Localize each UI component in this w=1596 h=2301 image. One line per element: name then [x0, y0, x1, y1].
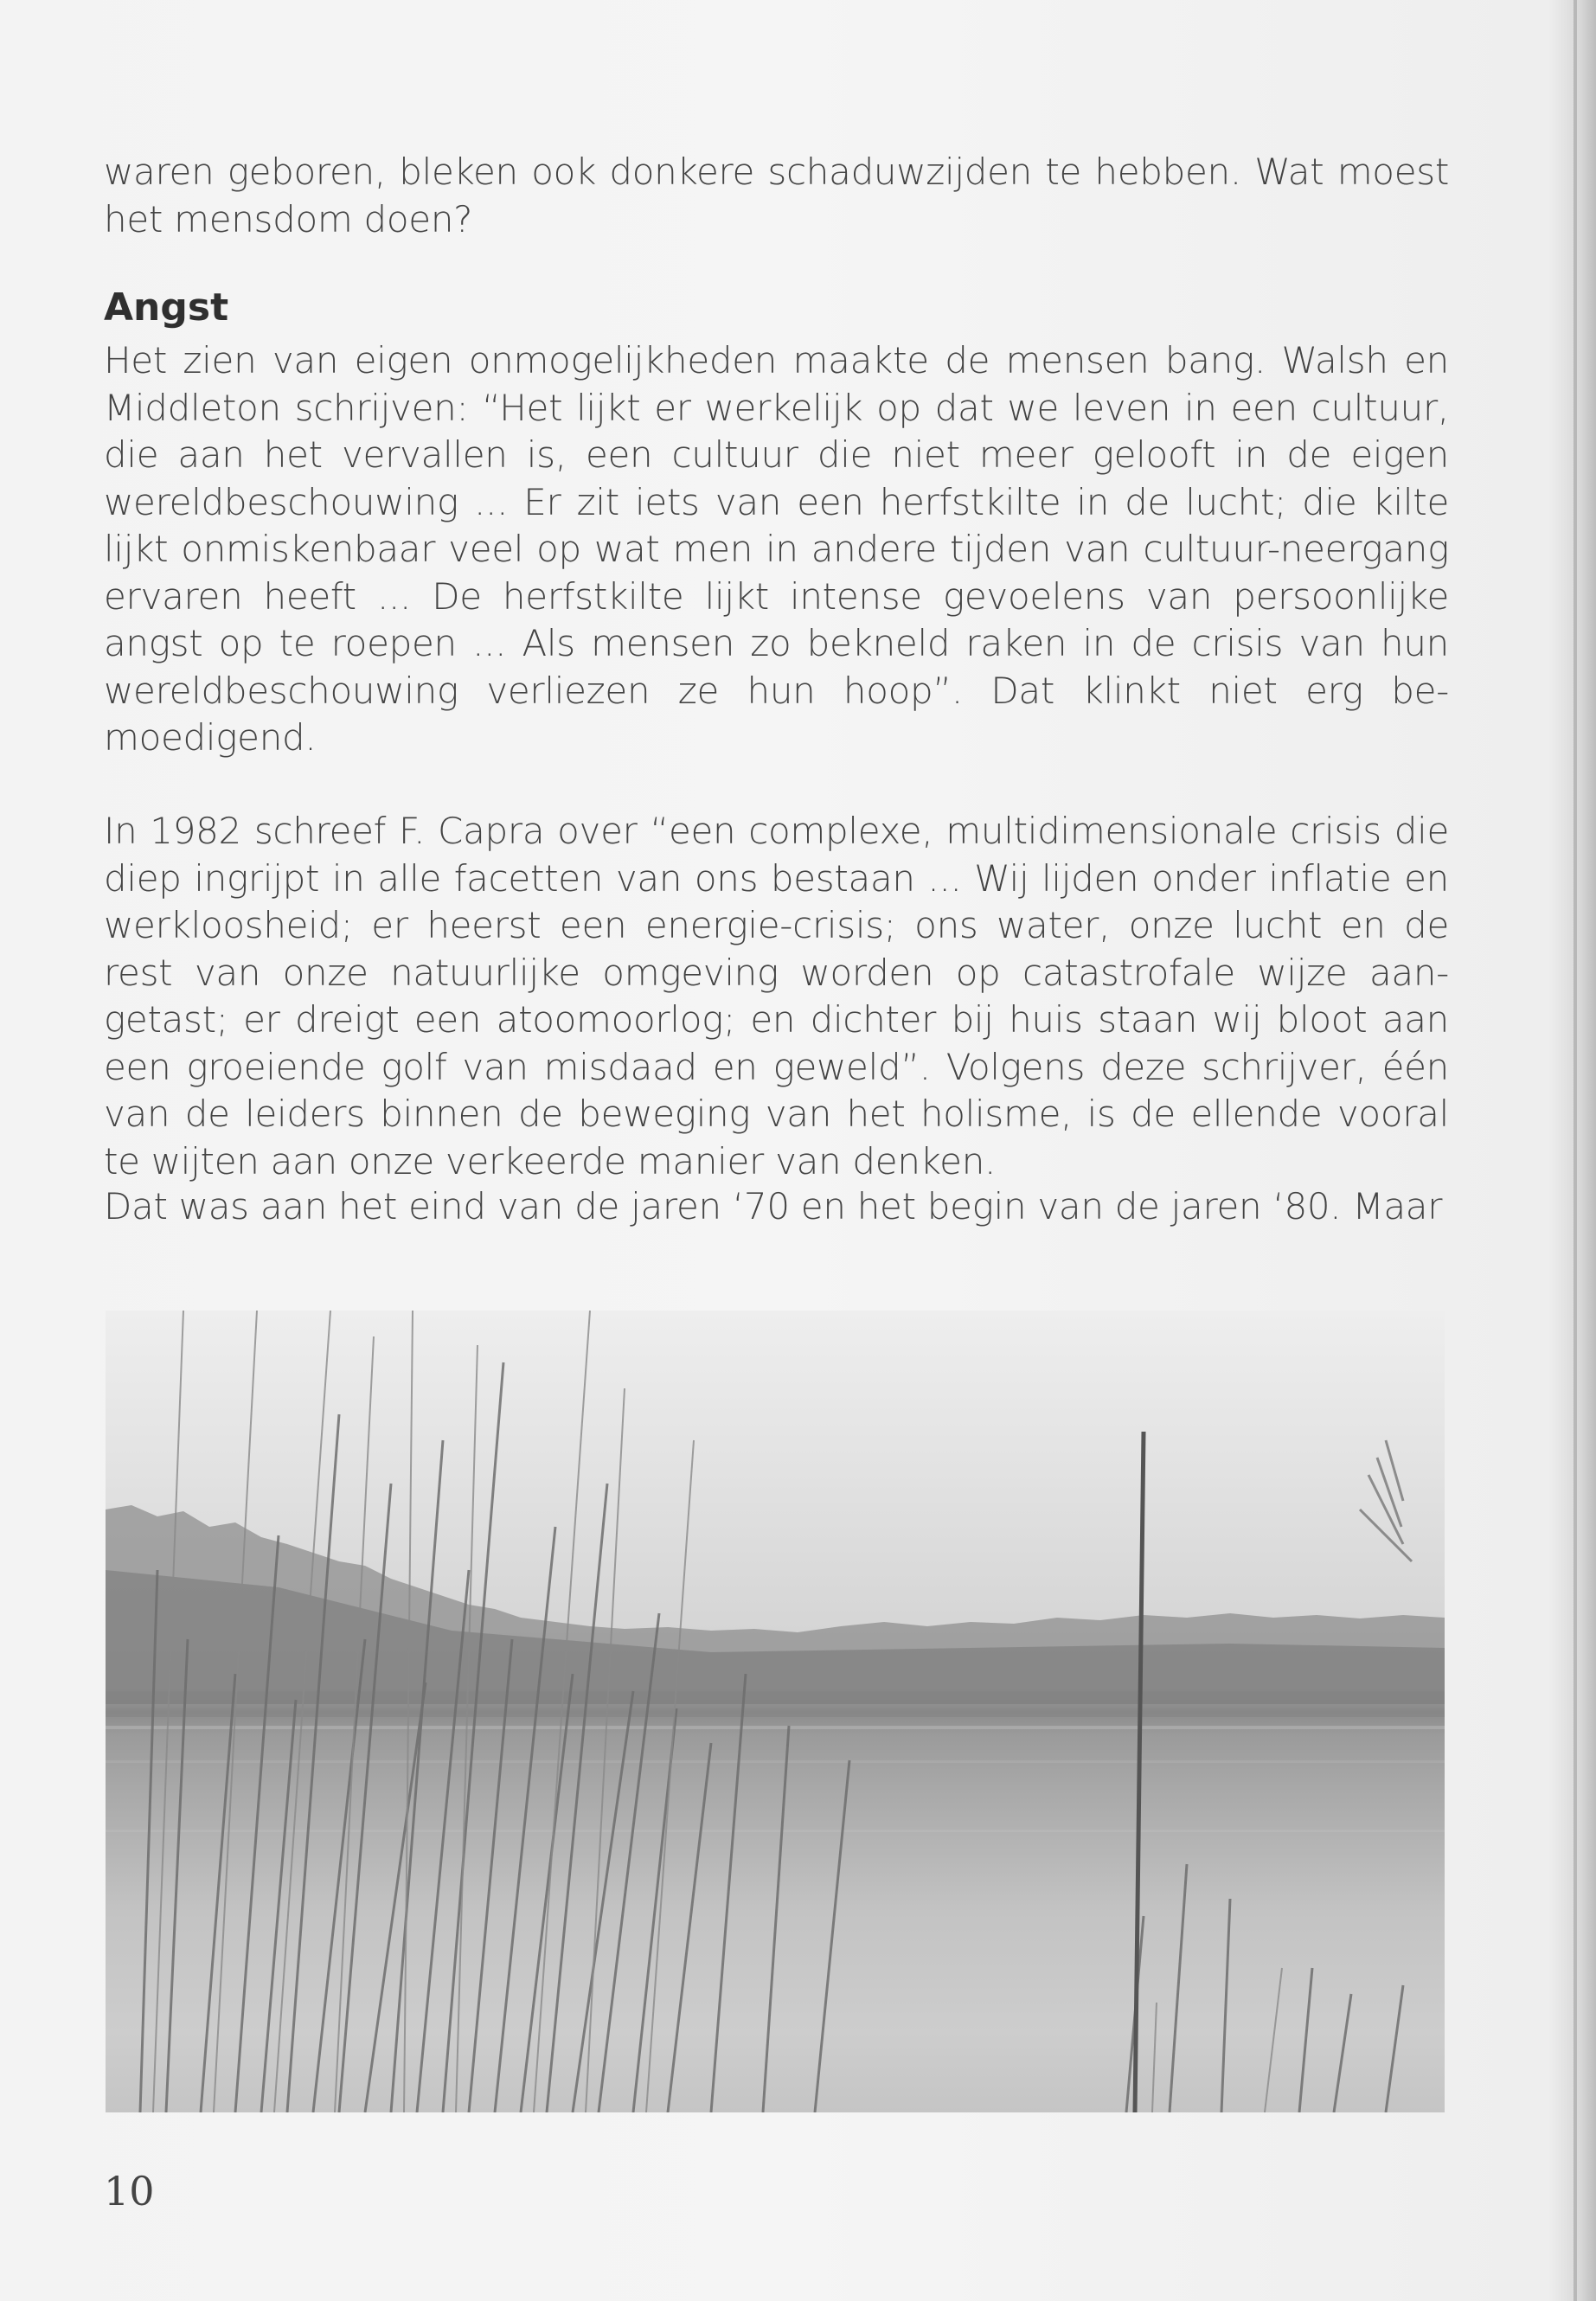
paragraph-capra — [104, 808, 1449, 1185]
paragraph-text: waren geboren, bleken ook donkere schaduwzijden te hebben. Wat moest het mensdom doen? — [104, 151, 1449, 240]
page-number: 10 — [104, 2168, 155, 2214]
section-heading: Angst — [104, 285, 229, 330]
paragraph-angst — [104, 337, 1449, 762]
reed-lake-photo — [106, 1311, 1445, 2112]
photo-illustration — [106, 1311, 1445, 2112]
paragraph-closing — [104, 1183, 1449, 1231]
paragraph-text: In 1982 schreef F. Capra over “een complexe, multidimensionale crisis die diep ingrijpt in alle facetten van ons bestaan ... Wij lijden onder inflatie en werkloosheid; er heerst een energie-crisis; ons water, onze lucht en de rest van onze natuurlijke omgeving worden op catastrofale wijze aan- getast; er dreigt een atoomoorlog; en dichter bij huis staan wij bloot aan een groeiende golf van misdaad en geweld”. Volgens deze schrijver, één van de leiders binnen de beweging van het holisme, is de ellende vooral te wijten aan onze verkeerde manier van denken. — [104, 810, 1449, 1183]
paragraph-text: Het zien van eigen onmogelijkheden maakte de mensen bang. Walsh en Middleton schrijven: “Het lijkt er werkelijk op dat we leven in een cultuur, die aan het vervallen is, een cultuur die niet meer gelooft in de eigen wereldbeschouwing ... Er zit iets van een herfstkilte in de lucht; die kilte lijkt onmiskenbaar veel op wat men in andere tijden van cultuur-neergang ervaren heeft ... De herfstkilte lijkt intense gevoelens van persoonlijke angst op te roepen ... Als mensen zo bekneld raken in de crisis van hun wereldbeschouwing verliezen ze hun hoop”. Dat klinkt niet erg be- moedigend. — [104, 339, 1449, 759]
paragraph-text: Dat was aan het eind van de jaren ‘70 en het begin van de jaren ‘80. Maar — [104, 1185, 1443, 1227]
paragraph-intro — [104, 149, 1449, 243]
